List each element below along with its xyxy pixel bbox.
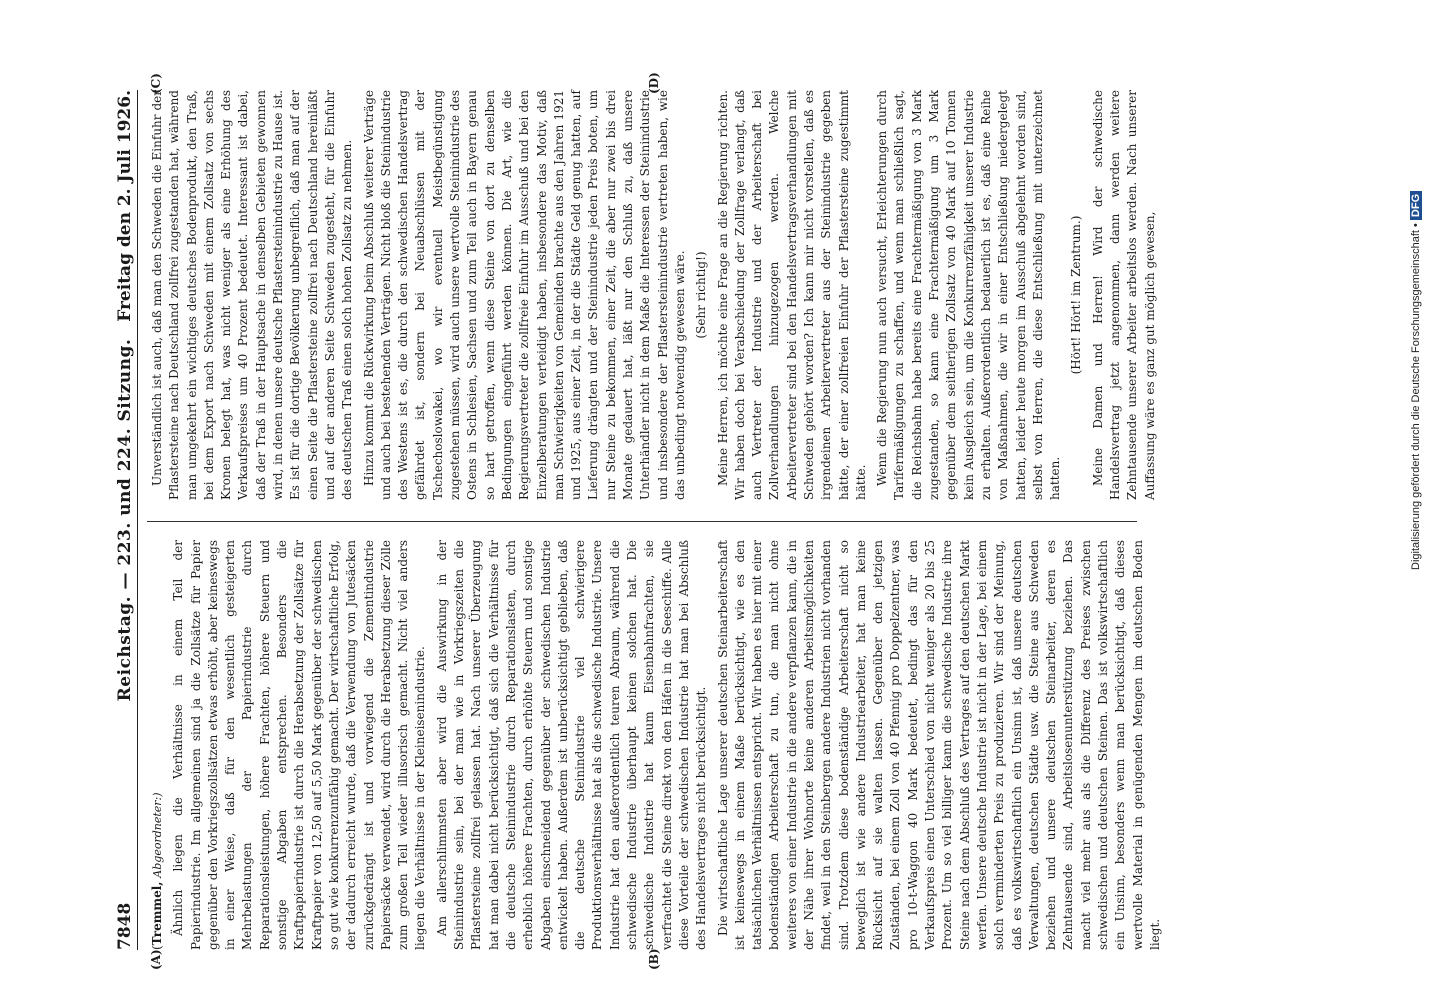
right-paragraph-5: Meine Damen und Herren! Wird der schwedische Handelsvertrag jetzt angenommen, dann werden weitere Zehntausende unserer Arbeiter arbeitslos werden. Nach unserer Auffassung wäre es ganz gut möglich gewesen, xyxy=(1090,90,1157,500)
speaker-line: (Tremmel, Abgeordneter:) xyxy=(150,792,164,950)
right-paragraph-1: Unverständlich ist auch, daß man den Schweden die Einfuhr der Pflastersteine nach Deutschland zollfrei zugestanden hat, während man umgekehrt ein wichtiges deutsches Bodenprodukt, den Traß, bei dem Export nach Schweden mit einem Zollsatz von sechs Kronen belegt hat, was nicht weniger als eine Erhöhung des Verkaufspreises um 40 Prozent bedeutet. Interessant ist dabei, daß der Traß in der Hauptsache in denselben Gebieten gewonnen wird, in denen unsere deutsche Pflastersteinindustrie zu Hause ist. Es ist für die dortige Bevölkerung unbegreiflich, daß man auf der einen Seite die Pflastersteine zollfrei nach Deutschland hereinläßt und auf der anderen Seite Schweden zugesteht, für die Einfuhr des deutschen Traß einen solch hohen Zollsatz zu nehmen. xyxy=(150,90,355,500)
right-paragraph-3: Meine Herren, ich möchte eine Frage an die Regierung richten. Wir haben doch bei Verabschiedung der Zollfrage verlangt, daß auch Vertreter der Industrie und der Arbeiterschaft bei Zollverhandlungen hinzugezogen werden. Welche Arbeitervertreter sind bei den Handelsvertragsverhandlungen mit Schweden gehört worden? Ich kann mir nicht vorstellen, daß es irgendeinen Arbeitervertreter aus der Steinindustrie gegeben hätte, der einer zollfreien Einfuhr der Pflastersteine zugestimmt hätte. xyxy=(715,90,868,500)
header-divider xyxy=(137,90,138,950)
right-column xyxy=(149,90,1157,500)
page-header xyxy=(115,90,143,950)
margin-mark-b: (B) xyxy=(647,948,661,970)
dfg-note-label: Digitalisierung gefördert durch die Deutsche Forschungsgemeinschaft xyxy=(1410,230,1422,570)
margin-mark-d: (D) xyxy=(647,72,661,94)
right-paragraph-4: Wenn die Regierung nun auch versucht, Erleichterungen durch Tarifermäßigungen zu schaffen, und wenn man schließlich sagt, die Reichsbahn habe bereits eine Frachtermäßigung von 3 Mark zugestanden, so kann eine Frachtermäßigung um 3 Mark gegenüber dem seitherigen Zollsatz von 40 Mark auf 10 Tonnen kein Ausgleich sein, um die Konkurrenzfähigkeit unserer Industrie zu erhalten. Außerordentlich bedauerlich ist es, daß eine Reihe von Maßnahmen, die wir in einer Entschließung niedergelegt hatten, leider heute morgen im Ausschuß abgelehnt worden sind, selbst von Herren, die diese Entschließung mit unterzeichnet hatten. xyxy=(875,90,1063,500)
interjection-sehr-richtig: (Sehr richtig!) xyxy=(694,251,709,339)
speaker-role: Abgeordneter:) xyxy=(151,792,164,878)
interjection-hoert-hoert: (Hört! Hört! im Zentrum.) xyxy=(1069,215,1084,375)
session-date: Freitag den 2. Juli 1926. xyxy=(115,90,135,322)
speaker-name: Tremmel, xyxy=(150,881,164,946)
session-title: Reichstag. — 223. und 224. Sitzung. xyxy=(115,338,135,702)
dfg-logo: DFG xyxy=(1410,191,1422,220)
page-number: 7848 xyxy=(115,902,135,950)
left-paragraph-3: Die wirtschaftliche Lage unserer deutschen Steinarbeiterschaft ist keineswegs in einem Maße berücksichtigt, wie es den tatsächlichen Verhältnissen entspricht. Wir haben es hier mit einer bodenständigen Arbeiterschaft zu tun, die man nicht ohne weiteres von einer Industrie in die andere verpflanzen kann, die in der Nähe ihrer Wohnorte keine anderen Arbeitsmöglichkeiten findet, weil in den Steinbergen andere Industrien nicht vorhanden sind. Trotzdem diese bodenständige Arbeiterschaft nicht so beweglich ist wie andere Industriearbeiter, hat man keine Rücksicht auf sie walten lassen. Gegenüber den jetzigen Zuständen, bei einem Zoll von 40 Pfennig pro Doppelzentner, was pro 10-t-Waggon 40 Mark bedeutet, bedingt das für den Verkaufspreis einen Unterschied von nicht weniger als 20 bis 25 Prozent. Um so viel billiger kann die schwedische Industrie ihre Steine nach dem Abschluß des Vertrages auf den deutschen Markt werfen. Unsere deutsche Industrie ist nicht in der Lage, bei einem solch verminderten Preis zu produzieren. Wir sind der Meinung, daß es volkswirtschaftlich ein Unsinn ist, daß unsere deutschen Verwaltungen, deutschen Städte usw. die Steine aus Schweden beziehen und unsere deutschen Steinarbeiter, deren es Zehntausende sind, Arbeitslosenunterstützung beziehen. Das macht viel mehr aus als die Differenz des Preises zwischen schwedischen und deutschen Steinen. Das ist volkswirtschaftlich ein Unsinn, besonders wenn man berücksichtigt, daß dieses wertvolle Material in genügenden Mengen im deutschen Boden liegt. xyxy=(715,540,1162,950)
digitization-text: Digitalisierung gefördert durch die Deutsche Forschungsgemeinschaft • DFG xyxy=(1410,191,1422,570)
right-paragraph-2: Hinzu kommt die Rückwirkung beim Abschluß weiterer Verträge und auch bei bestehenden Verträgen. Nicht bloß die Steinindustrie des Westens ist es, die durch den schwedischen Handelsvertrag gefährdet ist, sondern bei Neuabschlüssen mit der Tschechoslowakei, wo wir eventuell Meistbegünstigung zugestehen müssen, wird auch unsere wertvolle Steinindustrie des Ostens in Schlesien, Sachsen und zum Teil auch in Bayern genau so hart getroffen, wenn diese Steine von dort zu denselben Bedingungen eingeführt werden können. Die Art, wie die Regierungsvertreter die zollfreie Einfuhr im Ausschuß und bei den Einzelberatungen verteidigt haben, insbesondere das Motiv, daß man Schwierigkeiten von Gemeinden brachte aus den Jahren 1921 und 1925, aus einer Zeit, in der die Städte Geld genug hatten, auf Lieferung drängten und der Steinindustrie jeden Preis boten, um nur Steine zu bekommen, einer Zeit, die aber nur zwei bis drei Monate gedauert hat, läßt nur den Schluß zu, daß unsere Unterhändler nicht in dem Maße die Interessen der Steinindustrie und insbesondere der Pflastersteinindustrie vertreten haben, wie das unbedingt notwendig gewesen wäre. xyxy=(361,90,687,500)
rotated-page xyxy=(107,70,1162,970)
left-paragraph-1: Ähnlich liegen die Verhältnisse in einem Teil der Papierindustrie. Im allgemeinen sind ja die Zollsätze für Papier gegenüber den Vorkriegszollsätzen etwas erhöht, aber keineswegs in einer Weise, daß für den wesentlich gesteigerten Mehrbelastungen der Papierindustrie durch Reparationsleistungen, höhere Frachten, höhere Steuern und sonstige Abgaben entsprechen. Besonders die Kraftpapierindustrie ist durch die Herabsetzung der Zollsätze für Kraftpapier von 12,50 auf 5,50 Mark gegenüber der schwedischen so gut wie konkurrenzunfähig gemacht. Der wirtschaftliche Erfolg, der dadurch erreicht wurde, daß die Verwendung von Jutesäcken zurückgedrängt ist und vorwiegend die Zementindustrie Papiersäcke verwendet, wird durch die Herabsetzung dieser Zölle zum großen Teil wieder illusorisch gemacht. Nicht viel anders liegen die Verhältnisse in der Kleineisenindustrie. xyxy=(171,540,428,950)
left-paragraph-2: Am allerschlimmsten aber wird die Auswirkung in der Steinindustrie sein, bei der man wie in Vorkriegszeiten die Pflastersteine zollfrei gelassen hat. Nach unserer Überzeugung hat man dabei nicht berücksichtigt, daß sich die Verhältnisse für die deutsche Steinindustrie durch Reparationslasten, durch erheblich höhere Frachten, durch erhöhte Steuern und sonstige Abgaben einschneidend gegenüber der schwedischen Industrie entwickelt haben. Außerdem ist unberücksichtigt geblieben, daß die deutsche Steinindustrie viel schwierigere Produktionsverhältnisse hat als die schwedische Industrie. Unsere Industrie hat den außerordentlich teuren Abraum, während die schwedische Industrie überhaupt keinen solchen hat. Die schwedische Industrie hat kaum Eisenbahnfrachten, sie verfrachtet die Steine direkt von den Häfen in die Seeschiffe. Alle diese Vorteile der schwedischen Industrie hat man bei Abschluß des Handelsvertrages nicht berücksichtigt. xyxy=(434,540,709,950)
margin-mark-a: (A) xyxy=(149,949,163,970)
left-column xyxy=(149,540,1162,950)
margin-mark-c: (C) xyxy=(149,73,163,94)
column-rule xyxy=(147,521,1137,522)
digitization-note xyxy=(1406,10,1432,570)
